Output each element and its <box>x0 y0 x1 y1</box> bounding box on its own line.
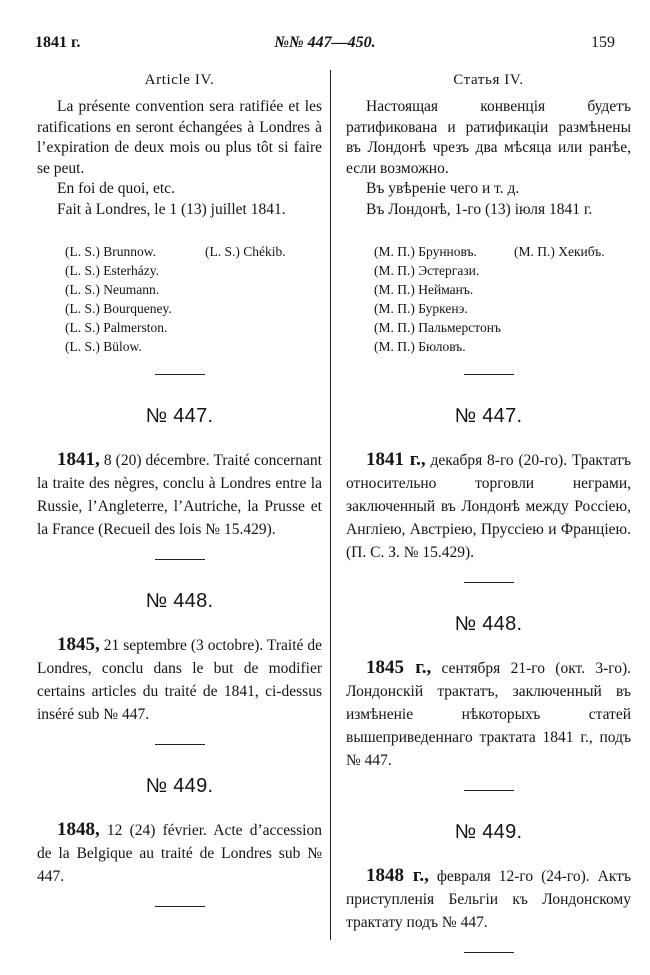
entry-body: февраля 12-го (24-го). Актъ приступленія Бельгіи къ Лондонскому трактату подъ № 447. <box>346 868 631 931</box>
column-divider <box>330 70 331 940</box>
entry-year: 1841, <box>57 449 100 470</box>
entry-body: 12 (24) février. Acte d’accession de la Belgique au traité de Londres sub № 447. <box>37 822 322 885</box>
fait-line: Fait à Londres, le 1 (13) juillet 1841. <box>57 200 286 218</box>
section-rule <box>464 374 514 375</box>
signature-row <box>65 280 322 299</box>
entry-text <box>346 864 631 934</box>
signature-row <box>65 299 322 318</box>
entry-text <box>37 633 322 726</box>
article-text: La présente convention sera ratifiée et les ratifications en seront échangées à Londres à l’expiration de deux mois ou plus tôt si faire se peut. <box>37 98 322 177</box>
signature-row <box>65 318 322 337</box>
signature-row <box>374 261 631 280</box>
signature: (L. S.) Esterházy. <box>65 263 159 278</box>
signature: (L. S.) Neumann. <box>65 282 160 297</box>
signature: (L. S.) Palmerston. <box>65 320 168 335</box>
signature: (М. П.) Брунновъ. <box>374 244 477 259</box>
section-rule <box>464 582 514 583</box>
section-rule <box>464 952 514 953</box>
signature: (М. П.) Нейманъ. <box>374 282 474 297</box>
signature-row <box>65 337 322 356</box>
page-number: 159 <box>591 34 615 51</box>
signature: (М. П.) Хекибъ. <box>514 244 605 259</box>
signature: (М. П.) Эстергази. <box>374 263 480 278</box>
article-title: Статья IV. <box>453 72 524 88</box>
entry-text <box>346 656 631 772</box>
page-header <box>35 34 615 56</box>
section-rule <box>155 744 205 745</box>
signature-row <box>65 261 322 280</box>
article-text: Настоящая конвенція будетъ ратификована и ратификаціи размѣнены въ Лондонѣ чрезъ два мѣсяца или ранѣе, если возможно. <box>346 98 631 177</box>
entry-text <box>346 448 631 564</box>
french-column <box>37 70 322 907</box>
section-rule <box>155 374 205 375</box>
section-rule <box>155 906 205 907</box>
entry-body: 8 (20) décembre. Traité concernant la traite des nègres, conclu à Londres entre la Russie, l’Angleterre, l’Autriche, la Prusse et la France (Recueil des lois № 15.429). <box>37 452 322 538</box>
article-title: Article IV. <box>144 72 215 88</box>
entry-number: № 448. <box>145 590 214 612</box>
entry-year: 1848 г., <box>366 865 429 886</box>
signature: (М. П.) Бюловъ. <box>374 339 466 354</box>
fait-line: Въ Лондонѣ, 1-го (13) іюля 1841 г. <box>366 200 593 218</box>
signature-row <box>65 242 322 261</box>
entry-body: 21 septembre (3 octobre). Traité de Londres, conclu dans le but de modifier certains articles du traité de 1841, ci-dessus inséré sub № 447. <box>37 637 322 723</box>
signature-list <box>346 242 631 356</box>
entry-number: № 447. <box>454 405 523 427</box>
signature: (L. S.) Bülow. <box>65 339 142 354</box>
entry-number: № 448. <box>454 613 523 635</box>
header-numbers: №№ 447—450. <box>274 34 376 51</box>
entry-year: 1845, <box>57 634 100 655</box>
en-foi-line: En foi de quoi, etc. <box>57 180 175 197</box>
signature-row <box>374 242 631 261</box>
russian-column <box>346 70 631 953</box>
signature: (L. S.) Bourqueney. <box>65 301 172 316</box>
entry-text <box>37 448 322 541</box>
entry-year: 1845 г., <box>366 657 432 678</box>
entry-body: сентября 21-го (окт. 3-го). Лондонскій трактатъ, заключенный въ измѣненіе нѣкоторыхъ статей вышеприведеннаго трактата 1841 г., подъ № 447. <box>346 660 631 769</box>
header-year: 1841 г. <box>35 34 81 51</box>
entry-number: № 449. <box>145 775 214 797</box>
signature: (М. П.) Пальмерстонъ <box>374 320 501 335</box>
signature-row <box>374 280 631 299</box>
entry-body: декабря 8-го (20-го). Трактатъ относительно торговли неграми, заключенный въ Лондонѣ между Россіею, Англіею, Австріею, Пруссіею и Франціею. (П. С. З. № 15.429). <box>346 452 631 561</box>
entry-number: № 449. <box>454 821 523 843</box>
signature-list <box>37 242 322 356</box>
signature: (М. П.) Буркенэ. <box>374 301 468 316</box>
signature-row <box>374 337 631 356</box>
signature-row <box>374 318 631 337</box>
signature: (L. S.) Brunnow. <box>65 244 156 259</box>
en-foi-line: Въ увѣреніе чего и т. д. <box>366 180 520 197</box>
entry-number: № 447. <box>145 405 214 427</box>
entry-year: 1841 г., <box>366 449 426 470</box>
entry-text <box>37 818 322 888</box>
signature-row <box>374 299 631 318</box>
entry-year: 1848, <box>57 819 100 840</box>
signature: (L. S.) Chékib. <box>205 244 286 259</box>
section-rule <box>464 790 514 791</box>
section-rule <box>155 559 205 560</box>
